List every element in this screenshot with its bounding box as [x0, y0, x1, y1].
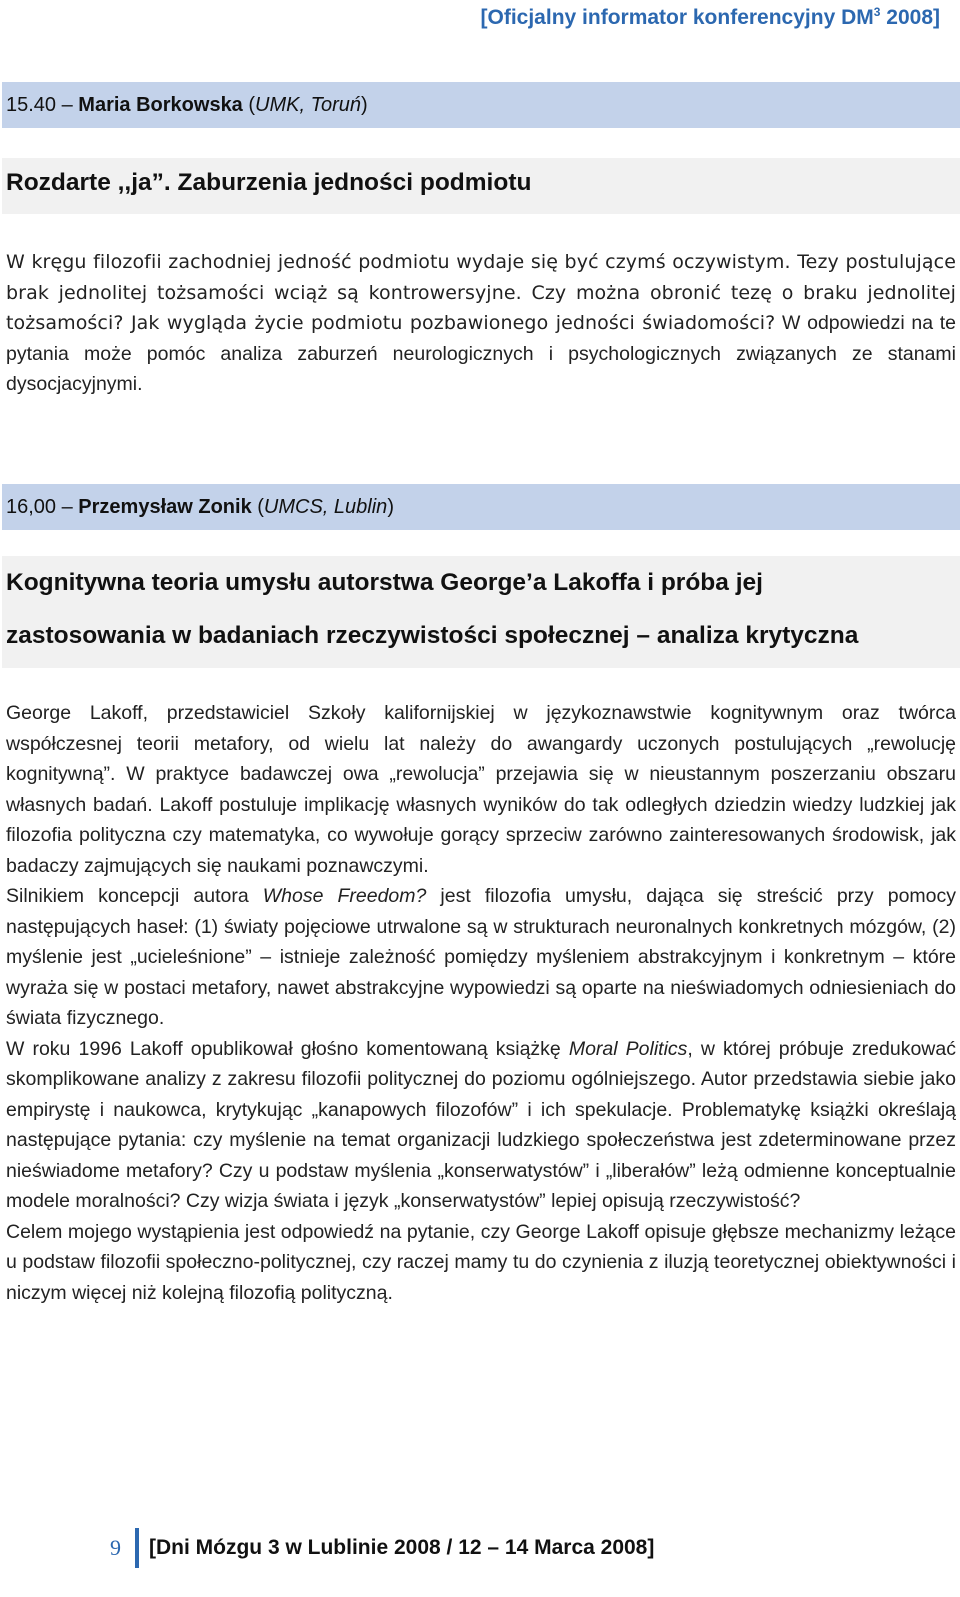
- session-2-paragraph-3: [6, 1034, 956, 1217]
- session-2-p3-text-a: W roku 1996 Lakoff opublikował głośno komentowaną książkę: [6, 1037, 569, 1060]
- footer-divider: [135, 1528, 139, 1568]
- session-1-abstract-part1: W kręgu filozofii zachodniej jedność podmiotu wydaje się być czymś oczywistym. Tezy postulujące brak jednolitej tożsamości wciąż są kontrowersyjne. Czy można obronić tezę o braku jednolitej tożsamości? Jak wygląda życie podmiotu pozbawionego jedności świadomości?: [6, 251, 956, 334]
- session-1-paren-open: (: [242, 94, 256, 116]
- session-2-affiliation: UMCS, Lublin: [263, 496, 388, 518]
- session-2-paragraph-4: Celem mojego wystąpienia jest odpowiedź na pytanie, czy George Lakoff opisuje głębsze mechanizmy leżące u podstaw filozofii społeczno-politycznej, czy raczej mamy tu do czynienia z iluzją teoretycznej obiektywności i niczym więcej niż kolejną filozofią polityczną.: [6, 1220, 956, 1304]
- session-2-title-line-2: zastosowania w badaniach rzeczywistości społecznej – analiza krytyczna: [6, 622, 859, 649]
- session-1-title: Rozdarte ,,ja”. Zaburzenia jedności podmiotu: [2, 158, 960, 214]
- session-2-title-line-1: Kognitywna teoria umysłu autorstwa George’a Lakoffa i próba jej: [6, 569, 763, 596]
- session-2-time: 16,00 –: [6, 496, 79, 518]
- session-2-title: [2, 556, 960, 668]
- session-2-paragraph-1: George Lakoff, przedstawiciel Szkoły kalifornijskiej w językoznawstwie kognitywnym oraz twórca współczesnej teorii metafory, od wielu lat należy do awangardy uczonych postulujących „rewolucję kognitywną”. W praktyce badawczej owa „rewolucja” przejawia się w nieustannym poszerzaniu obszaru własnych badań. Lakoff postuluje implikację własnych wyników do tak odległych dziedzin wiedzy ludzkiej jak filozofia polityczna czy matematyka, co wywołuje gorący sprzeciw zarówno zainteresowanych środowisk, jak badaczy zajmujących się naukami poznawczymi.: [6, 702, 956, 877]
- page-footer: [110, 1527, 654, 1569]
- header-text: [Oficjalny informator konferencyjny DM: [480, 6, 874, 29]
- session-1-slot: [2, 82, 960, 128]
- session-2-abstract: [6, 698, 956, 1308]
- session-1-time: 15.40 –: [6, 94, 79, 116]
- document-header: [481, 6, 940, 30]
- session-2-paren-close: ): [387, 496, 394, 518]
- session-2-paren-open: (: [251, 496, 264, 518]
- header-year: 2008]: [880, 6, 940, 29]
- session-2-speaker: Przemysław Zonik: [78, 496, 252, 518]
- session-2-slot: [2, 484, 960, 530]
- session-1-paren-close: ): [361, 94, 368, 116]
- session-1-abstract: [6, 247, 956, 400]
- session-2-p2-text-a: Silnikiem koncepcji autora: [6, 885, 263, 907]
- session-2-paragraph-2: [6, 881, 956, 1034]
- header-superscript: 3: [873, 5, 881, 19]
- session-2-p3-text-b: , w której próbuje zredukować skomplikowane analizy z zakresu filozofii politycznej do poziomu ogólniejszego. Autor przedstawia siebie jako empirystę i naukowca, krytykując „kanapowych filozofów” i ich spekulacje. Problematykę książki określają następujące pytania: czy myślenie na temat organizacji ludzkiego społeczeństwa jest zdeterminowane przez nieświadome metafory? Czy u podstaw myślenia „konserwatystów” i „liberałów” leżą odmienne konceptualnie modele moralności? Czy wizja świata i język „konserwatystów” lepiej opisują rzeczywistość?: [6, 1037, 956, 1212]
- footer-text: [Dni Mózgu 3 w Lublinie 2008 / 12 – 14 Marca 2008]: [149, 1536, 655, 1559]
- book-title-moral-politics: Moral Politics: [568, 1037, 688, 1060]
- session-1-abstract-part2: W odpowiedzi na te pytania może pomóc analiza zaburzeń neurologicznych i psychologicznych związanych ze stanami dysocjacyjnymi.: [6, 312, 956, 395]
- page-number: 9: [110, 1535, 121, 1560]
- session-2-p2-text-b: jest filozofia umysłu, dająca się streścić przy pomocy następujących haseł: (1) światy pojęciowe utrwalone są w strukturach neuronalnych konkretnych mózgów, (2) myślenie jest „ucieleśnione” – istnieje zależność pomiędzy myśleniem abstrakcyjnym i konkretnym – które wyraża się w postaci metafory, nawet abstrakcyjne wypowiedzi są oparte na nieświadomych odniesieniach do świata fizycznego.: [6, 885, 956, 1029]
- session-1-speaker: Maria Borkowska: [78, 94, 243, 116]
- session-1-affiliation: UMK, Toruń: [255, 94, 361, 116]
- book-title-whose-freedom: Whose Freedom?: [262, 885, 427, 907]
